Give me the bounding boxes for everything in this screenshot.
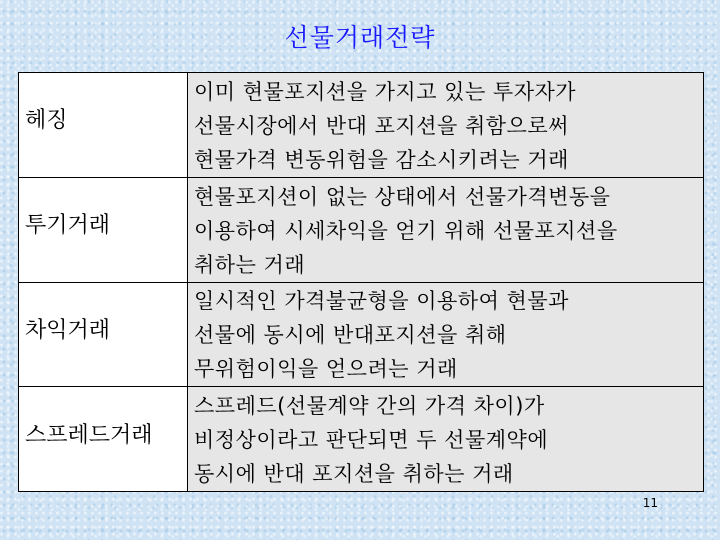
description-cell [188, 387, 704, 492]
term-cell [19, 282, 188, 387]
description-line: 비정상이라고 판단되면 두 선물계약에 [194, 428, 549, 453]
term-label: 차익거래 [25, 317, 111, 343]
term-label: 헤징 [25, 108, 68, 134]
term-cell [19, 387, 188, 492]
term-label: 투기거래 [25, 213, 111, 239]
description-line: 선물에 동시에 반대포지션을 취해 [194, 323, 507, 348]
description-line: 스프레드(선물계약 간의 가격 차이)가 [194, 394, 545, 419]
description-line: 일시적인 가격불균형을 이용하여 현물과 [194, 289, 569, 314]
description-cell [188, 177, 704, 282]
table-row [19, 73, 704, 178]
description-cell [188, 282, 704, 387]
page-number: 11 [642, 496, 658, 510]
table-row [19, 282, 704, 387]
table-row [19, 177, 704, 282]
term-label: 스프레드거래 [25, 422, 153, 448]
description-line: 동시에 반대 포지션을 취하는 거래 [194, 462, 514, 487]
description-line: 이미 현물포지션을 가지고 있는 투자자가 [194, 79, 577, 104]
table-row [19, 387, 704, 492]
term-cell [19, 73, 188, 178]
description-line: 현물포지션이 없는 상태에서 선물가격변동을 [194, 184, 611, 209]
description-line: 무위험이익을 얻으려는 거래 [194, 357, 458, 382]
description-line: 현물가격 변동위험을 감소시키려는 거래 [194, 147, 569, 172]
term-cell [19, 177, 188, 282]
description-line: 취하는 거래 [194, 252, 306, 277]
strategy-table [18, 72, 704, 492]
description-line: 선물시장에서 반대 포지션을 취함으로써 [194, 113, 569, 138]
slide-title: 선물거래전략 [284, 23, 436, 52]
description-line: 이용하여 시세차익을 얻기 위해 선물포지션을 [194, 218, 618, 243]
description-cell [188, 73, 704, 178]
